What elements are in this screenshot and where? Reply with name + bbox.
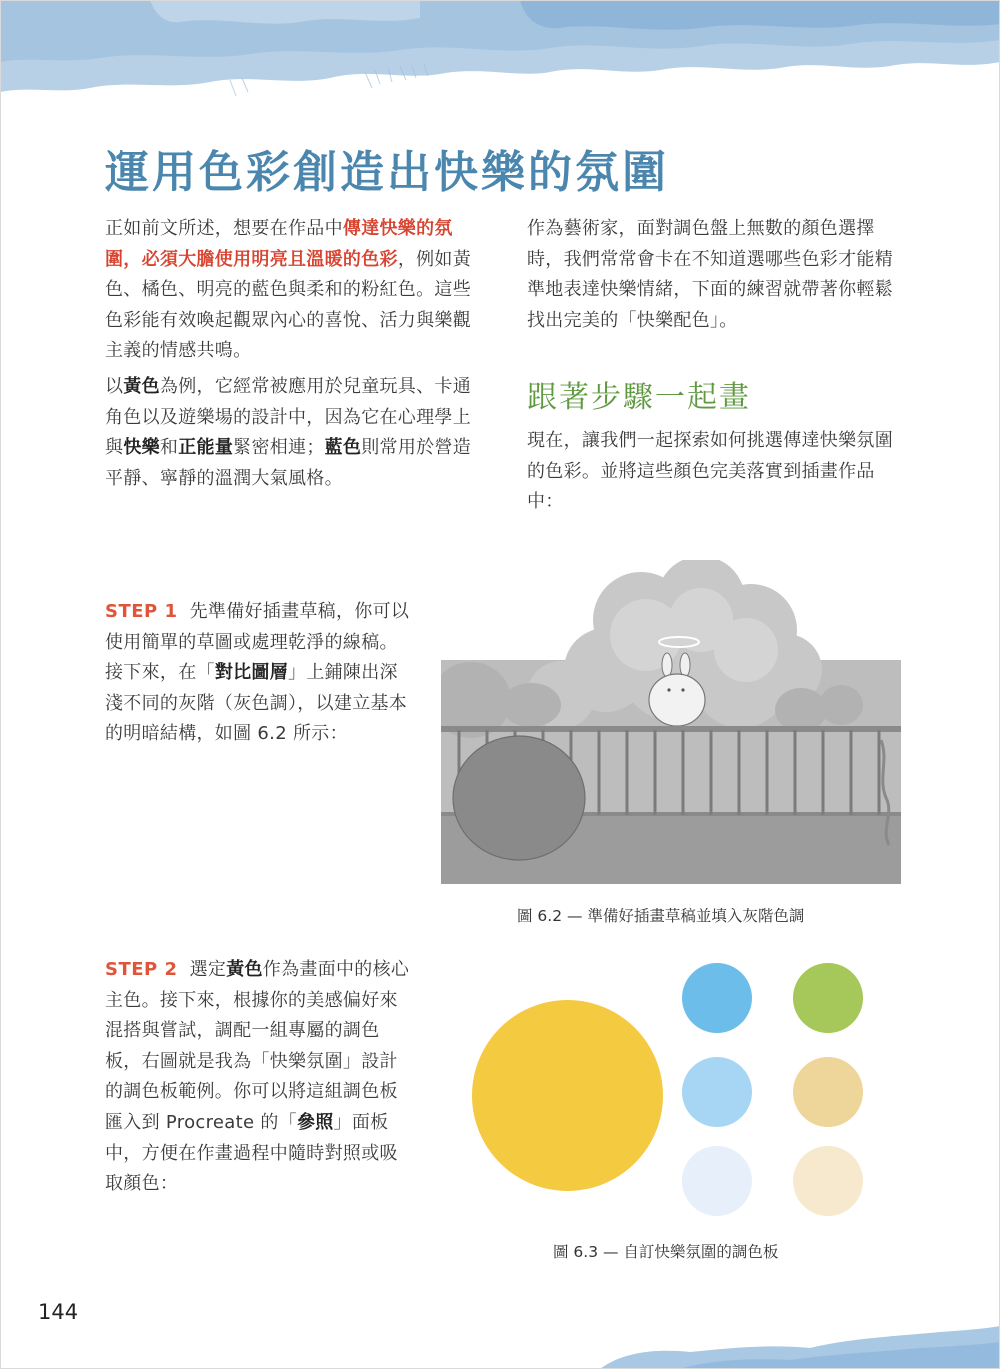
bold-blue: 藍色 [324, 437, 362, 459]
palette-swatch-green [793, 963, 863, 1033]
grayscale-sketch-illustration [441, 560, 901, 884]
intro-text-1: 正如前文所述，想要在作品中 [105, 218, 343, 239]
page-title: 運用色彩創造出快樂的氛圍 [105, 147, 669, 198]
figure-6-2-caption: 圖 6.2 — 準備好插畫草稿並填入灰階色調 [517, 907, 805, 925]
palette-swatch-pale-blue [682, 1146, 752, 1216]
main-yellow-swatch [472, 1000, 663, 1191]
bold-positive-energy: 正能量 [178, 437, 234, 459]
text-segment: 和 [159, 437, 179, 459]
text-segment: 緊密相連； [233, 437, 325, 459]
step1-label: STEP 1 [105, 601, 178, 622]
palette-swatch-light-blue [682, 1057, 752, 1127]
step2-paragraph [105, 955, 410, 1200]
intro-paragraph [105, 214, 485, 367]
yellow-example-paragraph [105, 372, 485, 494]
text-segment: 以 [105, 376, 124, 397]
figure-6-3-caption: 圖 6.3 — 自訂快樂氛圍的調色板 [553, 1243, 779, 1261]
bold-yellow: 黃色 [226, 959, 263, 980]
bold-happy: 快樂 [123, 437, 160, 459]
watercolor-header-decoration [0, 0, 1000, 115]
watercolor-footer-decoration [560, 1318, 1000, 1369]
bold-yellow: 黃色 [123, 376, 160, 397]
palette-swatch-tan [793, 1057, 863, 1127]
text-segment: 則常用於營造平靜、寧靜的溫潤大氣風格。 [105, 437, 472, 489]
palette-swatch-blue [682, 963, 752, 1033]
text-segment: 選定 [189, 959, 227, 980]
page-number: 144 [38, 1300, 79, 1324]
text-segment: 先準備好插畫草稿，你可以使用簡單的草圖或處理乾淨的線稿。接下來，在「 [105, 601, 410, 684]
step1-paragraph [105, 597, 410, 750]
explore-paragraph: 現在，讓我們一起探索如何挑選傳達快樂氛圍的色彩。並將這些顏色完美落實到插畫作品中： [527, 430, 893, 513]
section-subheading: 跟著步驟一起畫 [527, 380, 751, 415]
intro-highlight: 傳達快樂的氛圍，必須大膽使用明亮且溫暖的色彩 [105, 218, 453, 270]
bold-contrast-layer: 對比圖層 [214, 662, 289, 684]
palette-swatch-cream [793, 1146, 863, 1216]
text-segment: 為例，它經常被應用於兒童玩具、卡通角色以及遊樂場的設計中，因為它在心理學上與 [105, 376, 472, 459]
step2-label: STEP 2 [105, 959, 178, 980]
artist-paragraph: 作為藝術家，面對調色盤上無數的顏色選擇時，我們常常會卡在不知道選哪些色彩才能精準地表達快樂情緒，下面的練習就帶著你輕鬆找出完美的「快樂配色」。 [527, 218, 893, 331]
intro-text-2: ，例如黃色、橘色、明亮的藍色與柔和的粉紅色。這些色彩能有效喚起觀眾內心的喜悅、活力與樂觀主義的情感共鳴。 [105, 248, 472, 362]
bold-reference: 參照 [296, 1111, 334, 1133]
text-segment: 」面板中，方便在作畫過程中隨時對照或吸取顏色： [105, 1111, 398, 1195]
text-segment: 作為畫面中的核心主色。接下來，根據你的美感偏好來混搭與嘗試，調配一組專屬的調色板，右圖就是我為「快樂氛圍」設計的調色板範例。你可以將這組調色板匯入到 Procreate 的「 [105, 959, 410, 1133]
text-segment: 」上鋪陳出深淺不同的灰階（灰色調），以建立基本的明暗結構，如圖 6.2 所示： [105, 662, 408, 745]
